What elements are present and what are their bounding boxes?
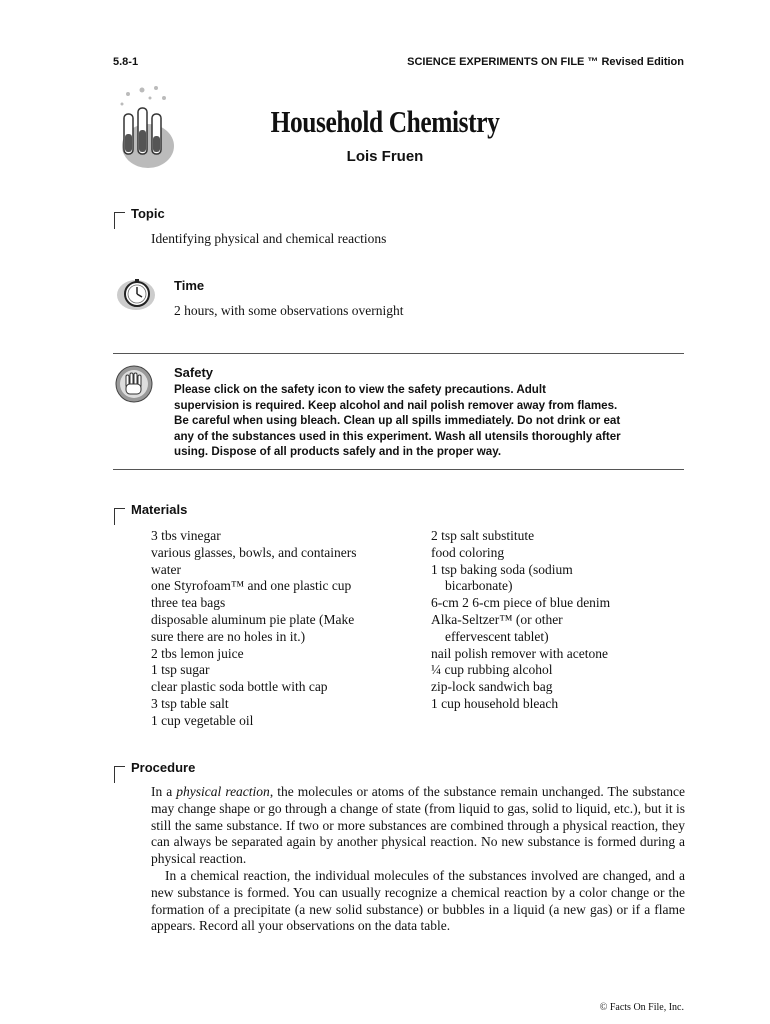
clock-icon: [115, 276, 157, 312]
divider: [113, 469, 684, 470]
list-item: Alka-Seltzer™ (or other: [431, 611, 563, 627]
list-item: one Styrofoam™ and one plastic cup: [151, 578, 352, 594]
list-item: zip-lock sandwich bag: [431, 679, 553, 695]
list-item: 3 tbs vinegar: [151, 528, 221, 543]
time-text: 2 hours, with some observations overnight: [174, 303, 404, 318]
list-item: disposable aluminum pie plate (Make: [151, 611, 355, 627]
page-title: Household Chemistry: [270, 104, 500, 139]
list-item: 1 cup vegetable oil: [151, 712, 254, 728]
materials-heading: Materials: [131, 502, 188, 517]
materials-list-left: [151, 528, 421, 730]
section-number: 5.8-1: [113, 56, 139, 68]
safety-hand-icon[interactable]: [114, 364, 154, 404]
list-item: 1 tsp baking soda (sodium: [431, 561, 573, 577]
procedure-text: [151, 784, 685, 935]
list-item: clear plastic soda bottle with cap: [151, 679, 328, 695]
text-run: , the molecules or atoms of the substance remain unchanged. The substance may change shape or go through a change of state (from liquid to gas, solid to liquid, etc.), but it is still the same substance. If two or more substances are combined through a physical reaction, they can always be separated again by another physical reaction. No new substance is formed during a physical reaction.: [151, 784, 685, 867]
time-heading: Time: [174, 278, 205, 293]
section-corner-mark: [114, 212, 125, 229]
section-corner-mark: [114, 766, 125, 783]
term-physical-reaction: physical reaction: [176, 784, 270, 799]
safety-line: Be careful when using bleach. Clean up all spills immediately. Do not drink or eat: [174, 414, 621, 428]
section-corner-mark: [114, 508, 125, 525]
topic-heading: Topic: [131, 206, 165, 221]
list-item: nail polish remover with acetone: [431, 645, 608, 661]
procedure-heading: Procedure: [131, 760, 196, 775]
topic-text: Identifying physical and chemical reactions: [151, 231, 387, 246]
safety-line: using. Dispose of all products safely and in the proper way.: [174, 445, 502, 459]
safety-line: Please click on the safety icon to view the safety precautions. Adult: [174, 383, 546, 396]
list-item: water: [151, 561, 181, 577]
materials-list-right: [431, 528, 691, 713]
list-item: effervescent tablet): [445, 628, 549, 644]
list-item: ¼ cup rubbing alcohol: [431, 662, 553, 678]
procedure-paragraph: [151, 784, 685, 868]
list-item: 2 tsp salt substitute: [431, 528, 535, 543]
list-item: 1 tsp sugar: [151, 662, 210, 678]
copyright: © Facts On File, Inc.: [599, 1002, 684, 1013]
safety-text: [174, 382, 694, 460]
safety-line: supervision is required. Keep alcohol and nail polish remover away from flames.: [174, 398, 618, 412]
procedure-paragraph: In a chemical reaction, the individual molecules of the substances involved are changed, and a new substance is formed. You can usually recognize a chemical reaction by a color change or the formation of a precipitate (a new solid substance) or bubbles in a liquid (a new gas) or if a flame appears. Record all your observations on the data table.: [151, 867, 685, 934]
list-item: 2 tbs lemon juice: [151, 645, 244, 661]
safety-heading: Safety: [174, 365, 214, 380]
list-item: 3 tsp table salt: [151, 695, 229, 711]
list-item: various glasses, bowls, and containers: [151, 544, 357, 560]
list-item: three tea bags: [151, 595, 226, 611]
author-name: Lois Fruen: [346, 148, 424, 165]
list-item: sure there are no holes in it.): [151, 628, 306, 644]
list-item: bicarbonate): [445, 578, 513, 594]
list-item: food coloring: [431, 544, 505, 560]
list-item: 6-cm 2 6-cm piece of blue denim: [431, 595, 611, 611]
divider: [113, 353, 684, 354]
safety-line: any of the substances used in this experiment. Wash all utensils thoroughly after: [174, 429, 621, 443]
list-item: 1 cup household bleach: [431, 695, 559, 711]
text-run: In a: [151, 784, 177, 799]
series-title: SCIENCE EXPERIMENTS ON FILE ™ Revised Edition: [407, 56, 684, 68]
